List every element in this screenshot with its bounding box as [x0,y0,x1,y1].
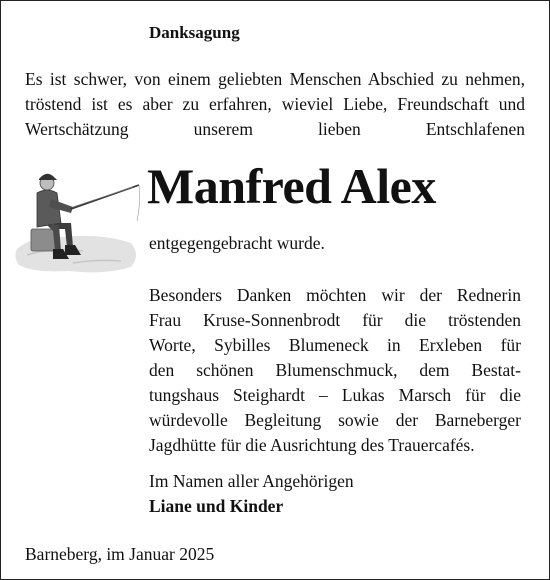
thanks-line: Frau Kruse-Sonnenbrodt für die tröstenden [149,310,521,330]
place-date: Barneberg, im Januar 2025 [25,544,215,564]
deceased-name: Manfred Alex [147,158,436,214]
thanks-paragraph [149,283,521,458]
angler-fishing-icon [13,163,143,281]
thanks-line: Besonders Danken möchten wir der Rednerin [149,285,521,305]
after-name-text: entgegengebracht wurde. [149,233,325,253]
signature-names: Liane und Kinder [149,496,284,516]
thanks-line: tungshaus Steighardt – Lukas Marsch für die [149,385,521,405]
thanks-line: Worte, Sybilles Blumeneck in Erxleben für [149,335,521,355]
signature-intro: Im Namen aller Angehörigen [149,471,354,491]
notice-heading: Danksagung [149,23,240,42]
thanks-line: den schönen Blumenschmuck, dem Bestat- [149,360,521,380]
intro-text: Es ist schwer, von einem geliebten Menschen Abschied zu nehmen, tröstend ist es aber zu erfahren, wieviel Liebe, Freundschaft und Wertschätzung unserem lieben Entschlafenen [25,69,525,139]
thanks-line: Jagdhütte für die Ausrichtung des Trauercafés. [149,435,475,455]
thanks-line: würdevolle Begleitung sowie der Barneberger [149,410,521,430]
